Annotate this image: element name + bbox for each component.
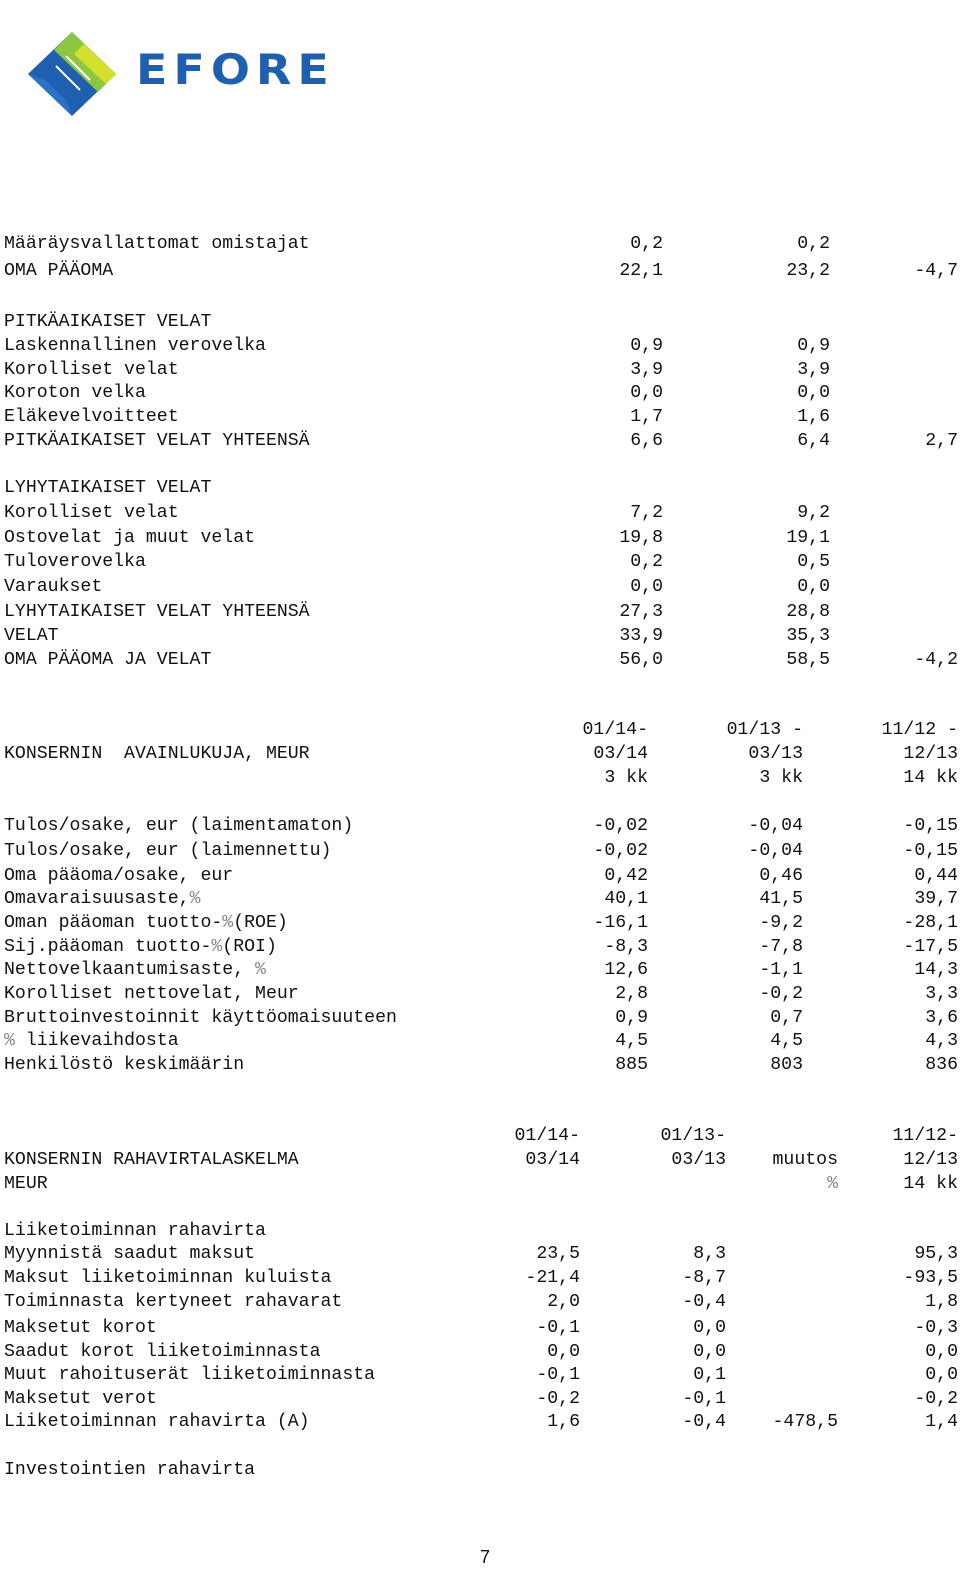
key-figure-row: [0, 958, 960, 982]
row-label: Varaukset: [4, 577, 103, 597]
cash-flow-row: [0, 1363, 960, 1387]
value-03-14: 7,2: [630, 503, 663, 523]
row-value: -0,15: [903, 841, 958, 861]
value-03-14: 3,9: [630, 360, 663, 380]
row-value: -0,02: [593, 841, 648, 861]
row-label: Laskennallinen verovelka: [4, 336, 266, 356]
row-label: VELAT: [4, 626, 59, 646]
row-value: -0,1: [536, 1365, 580, 1385]
row-value: 0,0: [547, 1342, 580, 1362]
row-label: Liiketoiminnan rahavirta: [4, 1221, 266, 1241]
row-label: Myynnistä saadut maksut: [4, 1244, 256, 1264]
cash-flow-row: [0, 1316, 960, 1340]
row-value: -0,04: [748, 841, 803, 861]
balance-row: [0, 501, 960, 525]
percent-sign: %: [211, 937, 223, 957]
column-header: 03/14: [593, 744, 648, 764]
row-value: 3,6: [925, 1008, 958, 1028]
row-label: Tulos/osake, eur (laimentamaton): [4, 816, 354, 836]
column-header: 03/13: [671, 1150, 726, 1170]
cash-flow-row: [0, 1387, 960, 1411]
column-header: 01/14-: [582, 720, 648, 740]
cash-flow-title: KONSERNIN RAHAVIRTALASKELMA: [4, 1150, 299, 1170]
row-value: 803: [770, 1055, 803, 1075]
value-change: 2,7: [925, 431, 958, 451]
column-header: 12/13: [903, 1150, 958, 1170]
key-figure-row: [0, 864, 960, 888]
balance-row: [0, 405, 960, 429]
value-03-14: 6,6: [630, 431, 663, 451]
row-value: 4,5: [615, 1031, 648, 1051]
balance-row: [0, 624, 960, 648]
balance-row: [0, 358, 960, 382]
row-value: 8,3: [693, 1244, 726, 1264]
column-header: 01/13-: [660, 1126, 726, 1146]
column-header: %: [827, 1174, 838, 1194]
cash-flow-row: [0, 1242, 960, 1266]
row-value: -478,5: [772, 1412, 838, 1432]
column-header: muutos: [772, 1150, 838, 1170]
efore-logo: [26, 28, 386, 120]
row-value: -0,2: [536, 1389, 580, 1409]
value-03-13: 0,5: [797, 552, 830, 572]
key-figure-row: [0, 887, 960, 911]
percent-sign: %: [255, 960, 266, 980]
row-value: 0,0: [925, 1342, 958, 1362]
row-value: -8,7: [682, 1268, 726, 1288]
column-header: 01/13 -: [726, 720, 803, 740]
key-figure-row: [0, 935, 960, 959]
value-03-13: 1,6: [797, 407, 830, 427]
percent-sign: %: [4, 1031, 15, 1051]
value-03-13: 35,3: [786, 626, 830, 646]
balance-row: [0, 575, 960, 599]
value-03-13: 3,9: [797, 360, 830, 380]
cash-flow-row: [0, 1410, 960, 1434]
value-03-14: 0,0: [630, 383, 663, 403]
row-value: 14,3: [914, 960, 958, 980]
key-figures-header-row: [0, 718, 960, 742]
row-label: Henkilöstö keskimäärin: [4, 1055, 245, 1075]
row-value: 0,42: [604, 866, 648, 886]
row-label: [4, 887, 200, 911]
row-label: OMA PÄÄOMA: [4, 261, 114, 281]
row-value: 1,8: [925, 1292, 958, 1312]
value-change: -4,7: [914, 261, 958, 281]
row-label: Maksut liiketoiminnan kuluista: [4, 1268, 332, 1288]
row-value: 1,6: [547, 1412, 580, 1432]
row-label: Korolliset nettovelat, Meur: [4, 984, 299, 1004]
key-figure-row: [0, 839, 960, 863]
cash-flow-row: [0, 1219, 960, 1243]
percent-sign: %: [222, 913, 234, 933]
value-03-13: 19,1: [786, 528, 830, 548]
value-03-14: 1,7: [630, 407, 663, 427]
row-label: Korolliset velat: [4, 503, 179, 523]
key-figure-row: [0, 1006, 960, 1030]
row-value: -28,1: [903, 913, 958, 933]
row-value: -0,2: [759, 984, 803, 1004]
value-03-13: 0,9: [797, 336, 830, 356]
row-label: Saadut korot liiketoiminnasta: [4, 1342, 321, 1362]
value-03-13: 0,2: [797, 234, 830, 254]
logo-wordmark: EFORE: [136, 45, 335, 95]
column-header: 12/13: [903, 744, 958, 764]
value-03-13: 0,0: [797, 383, 830, 403]
row-label-part: (ROE): [233, 913, 288, 933]
row-label: Tulos/osake, eur (laimennettu): [4, 841, 332, 861]
key-figure-row: [0, 1053, 960, 1077]
column-header: 14 kk: [903, 1174, 958, 1194]
row-label: LYHYTAIKAISET VELAT YHTEENSÄ: [4, 602, 310, 622]
balance-row: [0, 648, 960, 672]
value-03-13: 6,4: [797, 431, 830, 451]
row-value: -0,4: [682, 1292, 726, 1312]
row-label-part: liikevaihdosta: [14, 1031, 179, 1051]
column-header: 03/13: [748, 744, 803, 764]
row-value: 41,5: [759, 889, 803, 909]
row-label: Maksetut verot: [4, 1389, 157, 1409]
balance-row: [0, 429, 960, 453]
cash-flow-row: [0, 1290, 960, 1314]
key-figures-title: KONSERNIN AVAINLUKUJA, MEUR: [4, 744, 310, 764]
row-value: 0,0: [693, 1318, 726, 1338]
row-value: 4,5: [770, 1031, 803, 1051]
row-label: Toiminnasta kertyneet rahavarat: [4, 1292, 343, 1312]
cash-flow-header-row: [0, 1148, 960, 1172]
row-value: 4,3: [925, 1031, 958, 1051]
row-value: -0,15: [903, 816, 958, 836]
row-value: 2,0: [547, 1292, 580, 1312]
row-label: Eläkevelvoitteet: [4, 407, 179, 427]
row-value: -0,04: [748, 816, 803, 836]
balance-row: [0, 600, 960, 624]
value-change: -4,2: [914, 650, 958, 670]
row-value: 2,8: [615, 984, 648, 1004]
row-value: 12,6: [604, 960, 648, 980]
row-label: Oma pääoma/osake, eur: [4, 866, 234, 886]
key-figure-row: [0, 1029, 960, 1053]
value-03-13: 23,2: [786, 261, 830, 281]
row-label-part: Sij.pääoman tuotto-: [4, 937, 212, 957]
row-value: -16,1: [593, 913, 648, 933]
row-label: [4, 1029, 179, 1053]
key-figure-row: [0, 814, 960, 838]
row-value: 0,7: [770, 1008, 803, 1028]
row-value: -21,4: [525, 1268, 580, 1288]
column-header: 11/12 -: [881, 720, 958, 740]
row-label: [4, 911, 288, 935]
row-value: 3,3: [925, 984, 958, 1004]
percent-sign: %: [189, 889, 201, 909]
row-label-part: Omavaraisuusaste,: [4, 889, 190, 909]
page-number: 7: [480, 1547, 491, 1567]
row-value: -8,3: [604, 937, 648, 957]
row-value: 0,46: [759, 866, 803, 886]
row-label: Koroton velka: [4, 383, 146, 403]
row-value: 0,0: [925, 1365, 958, 1385]
value-03-14: 33,9: [619, 626, 663, 646]
row-label: Bruttoinvestoinnit käyttöomaisuuteen: [4, 1008, 397, 1028]
column-header: 03/14: [525, 1150, 580, 1170]
row-value: -9,2: [759, 913, 803, 933]
row-label: Korolliset velat: [4, 360, 179, 380]
cash-flow-row: [0, 1340, 960, 1364]
row-value: 836: [925, 1055, 958, 1075]
value-03-14: 19,8: [619, 528, 663, 548]
value-03-14: 0,2: [630, 234, 663, 254]
key-figures-header-row: [0, 742, 960, 766]
row-label: Maksetut korot: [4, 1318, 157, 1338]
value-03-14: 0,2: [630, 552, 663, 572]
row-value: -0,1: [682, 1389, 726, 1409]
row-label-part: Oman pääoman tuotto-: [4, 913, 223, 933]
column-header: 01/14-: [514, 1126, 580, 1146]
row-value: 23,5: [536, 1244, 580, 1264]
row-label: OMA PÄÄOMA JA VELAT: [4, 650, 212, 670]
balance-row: [0, 259, 960, 283]
column-header: 3 kk: [759, 768, 803, 788]
row-label: Liiketoiminnan rahavirta (A): [4, 1412, 310, 1432]
row-value: 0,1: [693, 1365, 726, 1385]
row-value: 885: [615, 1055, 648, 1075]
row-label: [4, 935, 277, 959]
value-03-13: 0,0: [797, 577, 830, 597]
row-value: -0,3: [914, 1318, 958, 1338]
row-value: 40,1: [604, 889, 648, 909]
value-03-13: 9,2: [797, 503, 830, 523]
balance-row: [0, 232, 960, 256]
value-03-14: 0,9: [630, 336, 663, 356]
row-value: -1,1: [759, 960, 803, 980]
key-figure-row: [0, 982, 960, 1006]
row-value: -0,1: [536, 1318, 580, 1338]
value-03-13: 28,8: [786, 602, 830, 622]
cash-flow-row: [0, 1266, 960, 1290]
row-label: Määräysvallattomat omistajat: [4, 234, 310, 254]
row-label-part: (ROI): [222, 937, 277, 957]
value-03-13: 58,5: [786, 650, 830, 670]
row-value: -0,02: [593, 816, 648, 836]
row-label-part: Nettovelkaantumisaste,: [4, 960, 256, 980]
row-value: -7,8: [759, 937, 803, 957]
column-header: 3 kk: [604, 768, 648, 788]
row-label: LYHYTAIKAISET VELAT: [4, 478, 212, 498]
value-03-14: 22,1: [619, 261, 663, 281]
balance-row: [0, 381, 960, 405]
cash-flow-header-row: [0, 1124, 960, 1148]
row-label: PITKÄAIKAISET VELAT YHTEENSÄ: [4, 431, 310, 451]
row-value: 95,3: [914, 1244, 958, 1264]
value-03-14: 27,3: [619, 602, 663, 622]
row-label: Investointien rahavirta: [4, 1460, 256, 1480]
row-value: 39,7: [914, 889, 958, 909]
balance-row: [0, 310, 960, 334]
logo-diamond-icon: [28, 32, 116, 116]
row-value: -0,2: [914, 1389, 958, 1409]
cash-flow-row: [0, 1458, 960, 1482]
row-label: PITKÄAIKAISET VELAT: [4, 312, 212, 332]
row-value: -17,5: [903, 937, 958, 957]
row-label: Tuloverovelka: [4, 552, 146, 572]
row-label: Ostovelat ja muut velat: [4, 528, 256, 548]
value-03-14: 0,0: [630, 577, 663, 597]
balance-row: [0, 526, 960, 550]
row-label: [4, 958, 266, 982]
row-value: 0,44: [914, 866, 958, 886]
balance-row: [0, 476, 960, 500]
key-figures-header-row: [0, 766, 960, 790]
balance-row: [0, 550, 960, 574]
cash-flow-unit: MEUR: [4, 1174, 48, 1194]
column-header: 14 kk: [903, 768, 958, 788]
cash-flow-header-row: [0, 1172, 960, 1196]
row-label: Muut rahoituserät liiketoiminnasta: [4, 1365, 376, 1385]
value-03-14: 56,0: [619, 650, 663, 670]
key-figure-row: [0, 911, 960, 935]
column-header: 11/12-: [892, 1126, 958, 1146]
row-value: 0,9: [615, 1008, 648, 1028]
row-value: -93,5: [903, 1268, 958, 1288]
row-value: 0,0: [693, 1342, 726, 1362]
balance-row: [0, 334, 960, 358]
row-value: -0,4: [682, 1412, 726, 1432]
row-value: 1,4: [925, 1412, 958, 1432]
